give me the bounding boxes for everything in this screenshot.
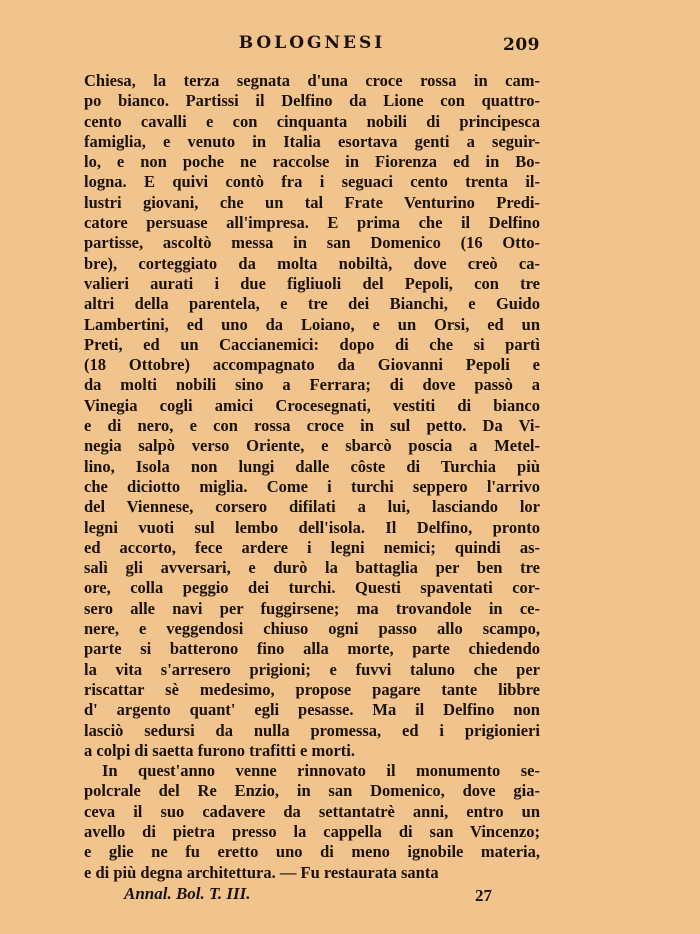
text-line: e di più degna architettura. — Fu restaurata santa xyxy=(84,862,439,882)
text-line: catore persuase all'impresa. E prima che il Delfino xyxy=(84,213,540,233)
text-line: da molti nobili sino a Ferrara; di dove passò a xyxy=(84,375,540,395)
text-line: po bianco. Partissi il Delfino da Lione con quattro- xyxy=(84,91,540,111)
running-head xyxy=(84,33,540,57)
text-line: la vita s'arresero prigioni; e fuvvi taluno che per xyxy=(84,659,540,679)
text-line: lino, Isola non lungi dalle côste di Turchia più xyxy=(84,456,540,476)
text-line: riscattar sè medesimo, propose pagare tante libbre xyxy=(84,679,540,699)
text-line: Chiesa, la terza segnata d'una croce rossa in cam- xyxy=(84,71,540,90)
text-line: (18 Ottobre) accompagnato da Giovanni Pepoli e xyxy=(84,355,540,375)
text-line: logna. E quivi contò fra i seguaci cento trenta il- xyxy=(84,172,540,192)
text-line: ore, colla peggio dei turchi. Questi spaventati cor- xyxy=(84,578,540,598)
page-number: 209 xyxy=(503,35,540,55)
text-line: cento cavalli e con cinquanta nobili di principesca xyxy=(84,111,540,131)
text-line: Vinegia cogli amici Crocesegnati, vestiti di bianco xyxy=(84,395,540,415)
text-line: partisse, ascoltò messa in san Domenico (16 Otto- xyxy=(84,233,540,253)
page-footer xyxy=(84,884,540,908)
text-line: Lambertini, ed uno da Loiano, e un Orsi, ed un xyxy=(84,314,540,334)
text-line: parte si batterono fino alla morte, parte chiedendo xyxy=(84,639,540,659)
text-line: legni vuoti sul lembo dell'isola. Il Delfino, pronto xyxy=(84,517,540,537)
printer-signature: Annal. Bol. T. III. xyxy=(124,884,251,903)
text-line: valieri aurati i due figliuoli del Pepoli, con tre xyxy=(84,273,540,293)
text-line: sero alle navi per fuggirsene; ma trovandole in ce- xyxy=(84,598,540,618)
text-line: lasciò sedursi da nulla promessa, ed i prigionieri xyxy=(84,720,540,740)
paragraph xyxy=(84,71,540,761)
text-line: bre), corteggiato da molta nobiltà, dove creò ca- xyxy=(84,253,540,273)
text-line: altri della parentela, e tre dei Bianchi, e Guido xyxy=(84,294,540,314)
text-line: lustri giovani, che un tal Frate Venturino Predi- xyxy=(84,192,540,212)
text-line: Preti, ed un Caccianemici: dopo di che si partì xyxy=(84,334,540,354)
paragraph xyxy=(84,761,540,883)
text-line: lo, e non poche ne raccolse in Fiorenza ed in Bo- xyxy=(84,152,540,172)
text-line: che diciotto miglia. Come i turchi seppero l'arrivo xyxy=(84,476,540,496)
text-line: polcrale del Re Enzio, in san Domenico, dove gia- xyxy=(84,781,540,801)
text-line: ceva il suo cadavere da settantatrè anni, entro un xyxy=(84,801,540,821)
text-line: a colpi di saetta furono trafitti e morti. xyxy=(84,740,355,760)
signature-number: 27 xyxy=(475,886,492,905)
text-line: d' argento quant' egli pesasse. Ma il Delfino non xyxy=(84,700,540,720)
text-line: avello di pietra presso la cappella di san Vincenzo; xyxy=(84,821,540,841)
text-line: e glie ne fu eretto uno di meno ignobile materia, xyxy=(84,842,540,862)
running-title: BOLOGNESI xyxy=(238,33,386,53)
text-line: salì gli avversari, e durò la battaglia per ben tre xyxy=(84,558,540,578)
text-line: famiglia, e venuto in Italia esortava genti a seguir- xyxy=(84,131,540,151)
text-line: In quest'anno venne rinnovato il monumento se- xyxy=(102,761,540,781)
body-text xyxy=(84,71,540,883)
text-line: ed accorto, fece ardere i legni nemici; quindi as- xyxy=(84,537,540,557)
text-line: del Viennese, corsero difilati a lui, lasciando lor xyxy=(84,497,540,517)
text-line: nere, e veggendosi chiuso ogni passo allo scampo, xyxy=(84,619,540,639)
text-line: negia salpò verso Oriente, e sbarcò poscia a Metel- xyxy=(84,436,540,456)
text-line: e di nero, e con rossa croce in sul petto. Da Vi- xyxy=(84,416,540,436)
